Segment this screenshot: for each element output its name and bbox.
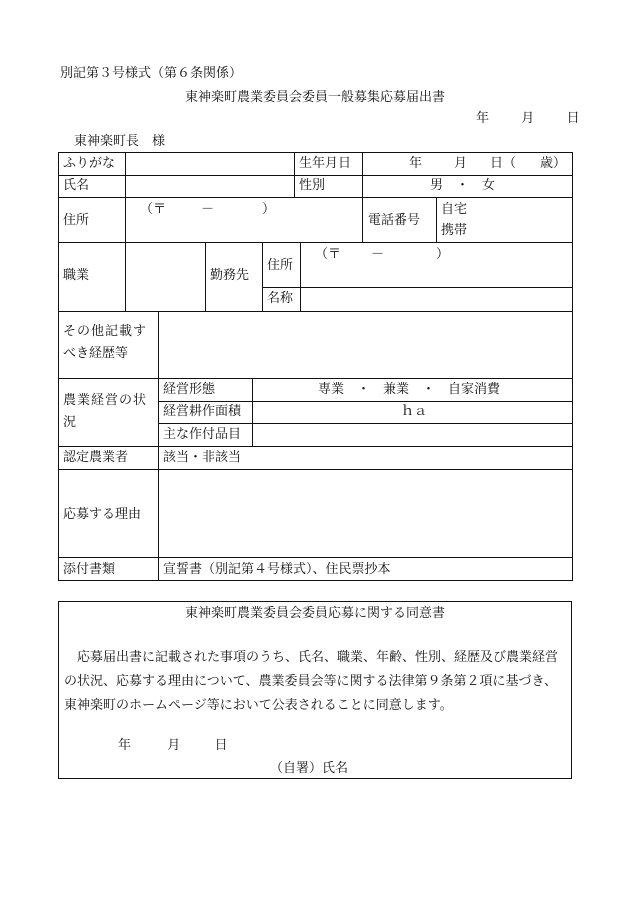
form-title: 東神楽町農業委員会委員一般募集応募届出書 [184, 90, 445, 105]
gender-label: 性別 [299, 178, 326, 193]
consent-body: 応募届出書に記載された事項のうち、氏名、職業、年齢、性別、経歴及び農業経営の状況、応募する理由について、農業委員会等に関する法律第９条第２項に基づき、東神楽町のホームページ等において公表されることに同意します。 [64, 650, 559, 713]
name-label: 氏名 [63, 178, 90, 193]
consent-date-month: 月 [167, 738, 181, 753]
consent-date [118, 738, 228, 754]
workplace-name-label: 名称 [267, 291, 294, 306]
workplace-address-label: 住所 [267, 258, 294, 273]
consent-date-year: 年 [118, 738, 132, 753]
reason-field[interactable] [163, 474, 567, 554]
phone-label: 電話番号 [368, 213, 421, 228]
reason-label: 応募する理由 [63, 507, 142, 522]
date-year: 年 [476, 111, 490, 126]
consent-title: 東神楽町農業委員会委員応募に関する同意書 [184, 606, 445, 621]
name-field[interactable] [130, 178, 290, 194]
farm-type-label: 経営形態 [163, 382, 216, 397]
work-postal-close: ） [436, 247, 450, 262]
certified-farmer-options[interactable]: 該当・非該当 [163, 450, 242, 465]
farm-type-options[interactable]: 専業 ・ 兼業 ・ 自家消費 [318, 382, 501, 397]
form-label: 別記第３号様式（第６条関係） [60, 66, 243, 81]
birth-month: 月 [454, 156, 468, 171]
consent-date-day: 日 [214, 738, 228, 753]
phone-home-label: 自宅 [441, 202, 468, 217]
date-month: 月 [521, 111, 535, 126]
date-day: 日 [566, 111, 580, 126]
gender-options[interactable]: 男 ・ 女 [430, 178, 496, 193]
furigana-label: ふりがな [63, 156, 116, 171]
workplace-label: 勤務先 [210, 268, 250, 283]
farm-area-label: 経営耕作面積 [163, 404, 242, 419]
consent-signature-label: （自署）氏名 [270, 761, 349, 776]
birth-year: 年 [409, 156, 423, 171]
birth-date-label: 生年月日 [299, 156, 352, 171]
work-postal-mark: （〒 [315, 247, 342, 262]
history-label-line2: べき経歴等 [63, 346, 129, 361]
birth-age: 歳） [540, 156, 567, 171]
addressee: 東神楽町長 様 [74, 134, 166, 149]
attachments-value: 宣誓書（別記第４号様式）、住民票抄本 [163, 562, 391, 577]
birth-day: 日（ [490, 156, 517, 171]
postal-dash: － [201, 202, 215, 217]
occupation-label: 職業 [63, 268, 90, 283]
farm-area-unit: ｈａ [401, 404, 428, 419]
certified-farmer-label: 認定農業者 [63, 450, 129, 465]
farm-status-label-line2: 況 [63, 415, 77, 430]
work-postal-dash: － [371, 247, 385, 262]
farm-status-label-line1: 農業経営の状 [63, 393, 148, 408]
attachments-label: 添付書類 [63, 562, 116, 577]
phone-mobile-label: 携帯 [441, 223, 468, 238]
postal-mark: （〒 [140, 202, 167, 217]
postal-close: ） [262, 202, 276, 217]
history-label-line1: その他記載す [63, 324, 148, 339]
main-crops-label: 主な作付品目 [163, 427, 242, 442]
furigana-field[interactable] [130, 156, 290, 172]
address-label: 住所 [63, 213, 90, 228]
